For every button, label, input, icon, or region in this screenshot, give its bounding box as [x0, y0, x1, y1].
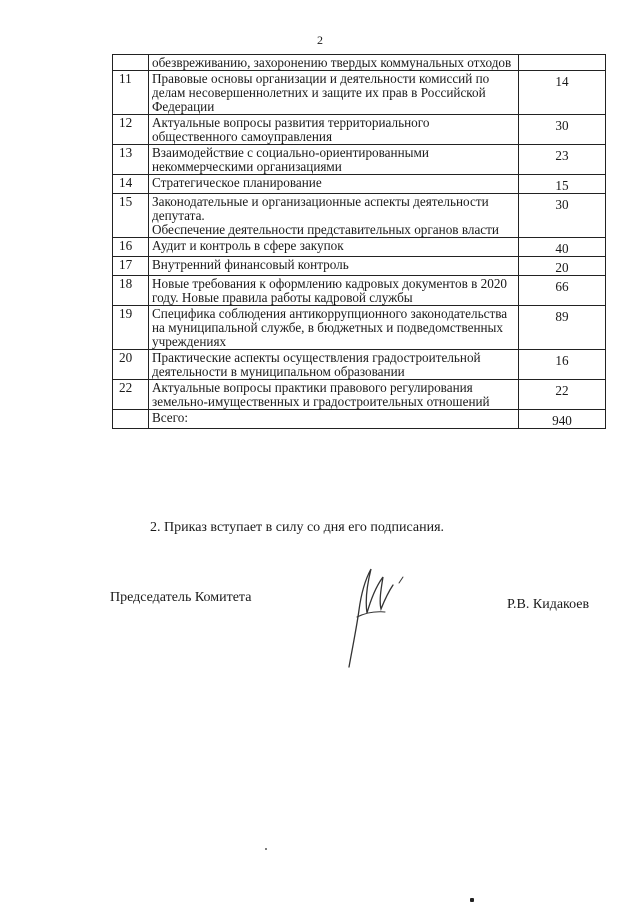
course-title: Внутренний финансовый контроль	[149, 257, 519, 276]
course-title: Актуальные вопросы практики правового регулирования земельно-имущественных и градостроительных отношений	[149, 380, 519, 410]
row-number: 11	[113, 71, 149, 115]
table-row	[113, 257, 606, 276]
row-number	[113, 55, 149, 71]
row-number	[113, 410, 149, 429]
course-hours: 23	[519, 145, 606, 175]
course-hours: 30	[519, 115, 606, 145]
course-hours: 15	[519, 175, 606, 194]
course-title: Специфика соблюдения антикоррупционного законодательства на муниципальной службе, в бюджетных и подведомственных учреждениях	[149, 306, 519, 350]
order-clause: 2. Приказ вступает в силу со дня его подписания.	[150, 520, 445, 535]
course-hours: 14	[519, 71, 606, 115]
table-row	[113, 350, 606, 380]
course-hours: 30	[519, 194, 606, 238]
scan-speck	[265, 848, 267, 850]
courses-table	[112, 54, 606, 429]
row-number: 17	[113, 257, 149, 276]
course-hours: 20	[519, 257, 606, 276]
table-row	[113, 380, 606, 410]
table-row	[113, 276, 606, 306]
row-number: 15	[113, 194, 149, 238]
row-number: 12	[113, 115, 149, 145]
scan-speck	[470, 898, 474, 902]
table-row	[113, 238, 606, 257]
page-number: 2	[317, 33, 323, 47]
row-number: 16	[113, 238, 149, 257]
course-title: обезвреживанию, захоронению твердых коммунальных отходов	[149, 55, 519, 71]
row-number: 13	[113, 145, 149, 175]
row-number: 19	[113, 306, 149, 350]
courses-table-body	[113, 55, 606, 429]
course-hours: 40	[519, 238, 606, 257]
course-title: Практические аспекты осуществления градостроительной деятельности в муниципальном образовании	[149, 350, 519, 380]
chair-title: Председатель Комитета	[110, 590, 252, 605]
row-number: 18	[113, 276, 149, 306]
course-hours: 22	[519, 380, 606, 410]
course-title: Аудит и контроль в сфере закупок	[149, 238, 519, 257]
table-row	[113, 71, 606, 115]
table-row	[113, 194, 606, 238]
table-row	[113, 145, 606, 175]
table-row	[113, 410, 606, 429]
chair-name: Р.В. Кидакоев	[507, 597, 590, 612]
course-title: Взаимодействие с социально-ориентированными некоммерческими организациями	[149, 145, 519, 175]
course-title: Актуальные вопросы развития территориального общественного самоуправления	[149, 115, 519, 145]
course-hours: 940	[519, 410, 606, 429]
course-title: Законодательные и организационные аспекты деятельности депутата. Обеспечение деятельности представительных органов власти	[149, 194, 519, 238]
row-number: 22	[113, 380, 149, 410]
course-title: Стратегическое планирование	[149, 175, 519, 194]
course-title: Правовые основы организации и деятельности комиссий по делам несовершеннолетних и защите их прав в Российской Федерации	[149, 71, 519, 115]
table-row	[113, 55, 606, 71]
course-title: Новые требования к оформлению кадровых документов в 2020 году. Новые правила работы кадровой службы	[149, 276, 519, 306]
table-row	[113, 306, 606, 350]
course-hours	[519, 55, 606, 71]
course-hours: 66	[519, 276, 606, 306]
row-number: 20	[113, 350, 149, 380]
table-row	[113, 175, 606, 194]
table-row	[113, 115, 606, 145]
handwritten-signature	[335, 555, 415, 670]
row-number: 14	[113, 175, 149, 194]
course-hours: 89	[519, 306, 606, 350]
course-hours: 16	[519, 350, 606, 380]
course-title: Всего:	[149, 410, 519, 429]
